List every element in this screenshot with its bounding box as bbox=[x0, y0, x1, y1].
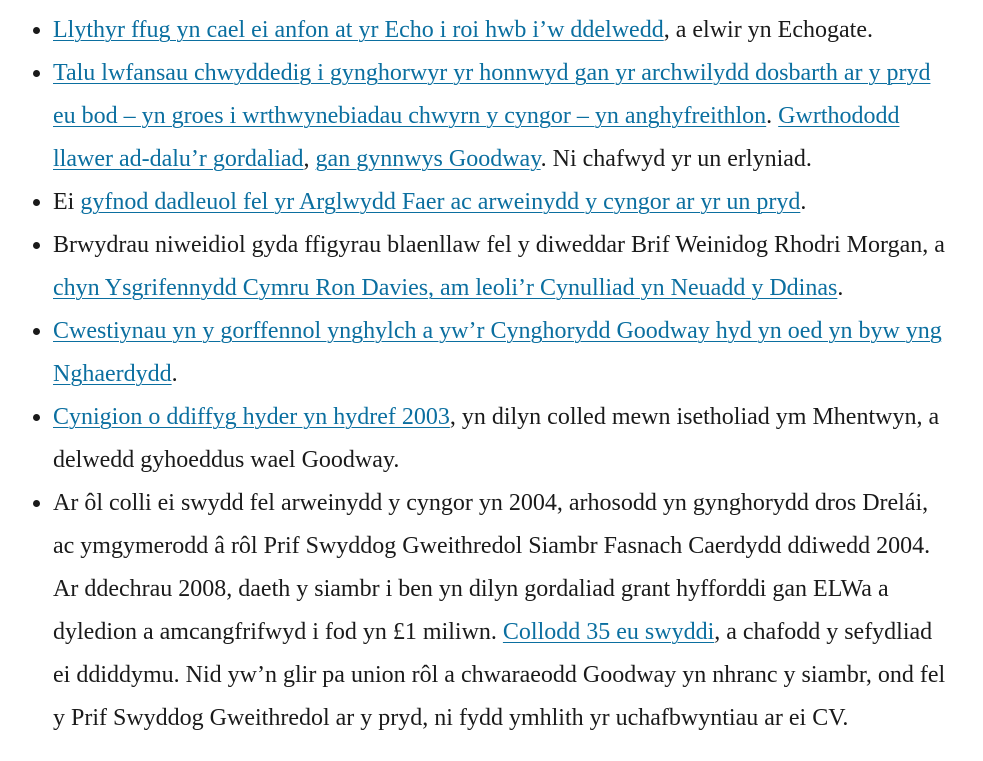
list-item bbox=[53, 482, 955, 740]
list-item bbox=[53, 181, 955, 224]
text: . bbox=[171, 361, 178, 387]
text: , yn dilyn colled mewn isetholiad ym Mhentwyn, a delwedd gyhoeddus wael Goodway. bbox=[53, 404, 940, 473]
link[interactable]: gyfnod dadleuol fel yr Arglwydd Faer ac arweinydd y cyngor ar yr un pryd bbox=[80, 189, 801, 215]
link[interactable]: Collodd 35 eu swyddi bbox=[502, 619, 715, 645]
link[interactable]: Cwestiynau yn y gorffennol ynghylch a yw’r Cynghorydd Goodway hyd yn oed yn byw yng Nghaerdydd bbox=[53, 318, 942, 387]
link[interactable]: gan gynnwys Goodway bbox=[315, 146, 541, 172]
text: . bbox=[766, 103, 779, 129]
link[interactable]: chyn Ysgrifennydd Cymru Ron Davies, am leoli’r Cynulliad yn Neuadd y Ddinas bbox=[53, 275, 838, 301]
text: , bbox=[303, 146, 316, 172]
link[interactable]: Llythyr ffug yn cael ei anfon at yr Echo i roi hwb i’w ddelwedd bbox=[53, 17, 664, 43]
link[interactable]: Talu lwfansau chwyddedig i gynghorwyr yr honnwyd gan yr archwilydd dosbarth ar y pryd eu bod – yn groes i wrthwynebiadau chwyrn y cyngor – yn anghyfreithlon bbox=[53, 60, 931, 129]
list-item bbox=[53, 224, 955, 310]
text: Brwydrau niweidiol gyda ffigyrau blaenllaw fel y diweddar Brif Weinidog Rhodri Morgan, a bbox=[53, 232, 945, 258]
link[interactable]: Gwrthododd llawer ad-dalu’r gordaliad bbox=[53, 103, 900, 172]
list-item bbox=[53, 9, 955, 52]
text: . bbox=[837, 275, 844, 301]
text: . Ni chafwyd yr un erlyniad. bbox=[540, 146, 812, 172]
text: Ei bbox=[53, 189, 81, 215]
text: Ar ôl colli ei swydd fel arweinydd y cyngor yn 2004, arhosodd yn gynghorydd dros Drelái, ac ymgymerodd â rôl Prif Swyddog Gweithredol Siambr Fasnach Caerdydd ddiwedd 2004. Ar ddechrau 2008, daeth y siambr i ben yn dilyn gordaliad grant hyfforddi gan ELWa a dyledion a amcangfrifwyd i fod yn £1 miliwn. bbox=[53, 490, 931, 645]
text: , a elwir yn Echogate. bbox=[663, 17, 873, 43]
list-item bbox=[53, 310, 955, 396]
link[interactable]: Cynigion o ddiffyg hyder yn hydref 2003 bbox=[53, 404, 450, 430]
list-item bbox=[53, 396, 955, 482]
text: . bbox=[800, 189, 807, 215]
text: , a chafodd y sefydliad ei ddiddymu. Nid yw’n glir pa union rôl a chwaraeodd Goodway yn nhranc y siambr, ond fel y Prif Swyddog Gweithredol ar y pryd, ni fydd ymhlith yr uchafbwyntiau ar ei CV. bbox=[53, 619, 946, 731]
list-item bbox=[53, 52, 955, 181]
